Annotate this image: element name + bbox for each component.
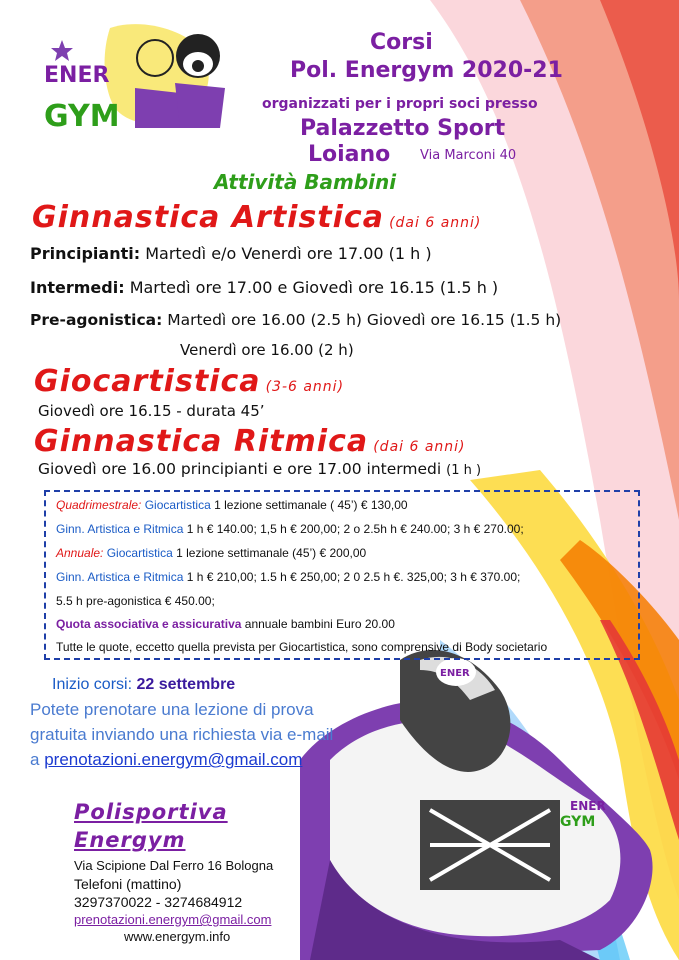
artistica-extra: Venerdì ore 16.00 (2 h) <box>180 341 354 359</box>
footer-tel-label: Telefoni (mattino) <box>74 876 182 892</box>
artistica-row-preagonistica <box>30 311 561 329</box>
quota-label: Quota associativa e assicurativa <box>56 617 242 631</box>
svg-text:ENER: ENER <box>440 668 470 679</box>
price-course: Ginn. Artistica e Ritmica <box>56 570 184 584</box>
artistica-age: (dai 6 anni) <box>389 215 482 231</box>
row-label: Pre-agonistica: <box>30 311 163 329</box>
svg-text:ENER: ENER <box>570 799 606 813</box>
row-text: Martedì ore 16.00 (2.5 h) Giovedì ore 16.15 (1.5 h) <box>167 311 562 329</box>
ritmica-text: Giovedì ore 16.00 principianti e ore 17.00 intermedi <box>38 460 442 478</box>
title-corsi: Corsi <box>370 30 433 55</box>
prova-line1: Potete prenotare una lezione di prova <box>30 700 314 719</box>
footer-tel: 3297370022 - 3274684912 <box>74 894 243 910</box>
section-attivita-bambini: Attività Bambini <box>214 170 397 194</box>
quota-text: annuale bambini Euro 20.00 <box>244 617 395 631</box>
heading-giocartistica <box>34 364 344 399</box>
price-text: 1 h € 140.00; 1,5 h € 200,00; 2 o 2.5h h € 240.00; 3 h € 270.00; <box>186 522 524 536</box>
ritmica-age: (dai 6 anni) <box>373 439 466 455</box>
prova-a: a <box>30 750 40 769</box>
ritmica-schedule <box>38 460 481 478</box>
row-label: Principianti: <box>30 244 141 263</box>
price-preagonistica: 5.5 h pre-agonistica € 450.00; <box>56 594 215 608</box>
email-link[interactable]: prenotazioni.energym@gmail.com <box>44 750 303 769</box>
footer-address: Via Scipione Dal Ferro 16 Bologna <box>74 858 274 873</box>
prova-line3 <box>30 750 302 770</box>
price-quadrimestrale <box>56 498 408 512</box>
price-text: 1 h € 210,00; 1.5 h € 250,00; 2 0 2.5 h €. 325,00; 3 h € 370.00; <box>186 570 521 584</box>
giocartistica-schedule: Giovedì ore 16.15 - durata 45’ <box>38 402 265 420</box>
energym-logo <box>40 18 235 141</box>
price-course: Giocartistica <box>106 546 173 560</box>
price-annuale <box>56 546 366 560</box>
price-course: Giocartistica <box>144 498 211 512</box>
price-text: 1 lezione settimanale ( 45’) € 130,00 <box>214 498 408 512</box>
ritmica-title: Ginnastica Ritmica <box>34 424 369 459</box>
prova-line2: gratuita inviando una richiesta via e-mail <box>30 725 334 744</box>
footer-email[interactable] <box>74 912 271 927</box>
price-course: Ginn. Artistica e Ritmica <box>56 522 184 536</box>
title-season: Pol. Energym 2020-21 <box>290 58 563 83</box>
energym-label: Energym <box>74 828 186 852</box>
price-note: Tutte le quote, eccetto quella prevista per Giocartistica, sono comprensive di Body societario <box>56 640 548 654</box>
inizio-date: 22 settembre <box>136 676 236 693</box>
venue-town: Loiano <box>308 142 391 167</box>
svg-text:ENER: ENER <box>44 63 110 88</box>
price-text: 1 lezione settimanale (45’) € 200,00 <box>176 546 367 560</box>
price-annuale-artistica <box>56 570 520 584</box>
footer-website[interactable]: www.energym.info <box>124 929 231 944</box>
venue-name: Palazzetto Sport <box>300 116 506 141</box>
giocartistica-age: (3-6 anni) <box>265 379 345 395</box>
artistica-row-intermedi <box>30 278 498 297</box>
row-text: Martedì e/o Venerdì ore 17.00 (1 h ) <box>145 244 432 263</box>
price-period: Annuale: <box>56 546 104 560</box>
row-text: Martedì ore 17.00 e Giovedì ore 16.15 (1.5 h ) <box>129 278 499 297</box>
price-period: Quadrimestrale: <box>56 498 142 512</box>
price-quota <box>56 617 395 631</box>
heading-ritmica <box>34 424 466 459</box>
row-label: Intermedi: <box>30 278 125 297</box>
organized-for-members: organizzati per i propri soci presso <box>262 96 538 112</box>
price-quadrimestrale-artistica <box>56 522 524 536</box>
inizio-corsi <box>52 676 235 694</box>
giocartistica-title: Giocartistica <box>34 364 261 399</box>
heading-artistica <box>32 200 481 235</box>
artistica-title: Ginnastica Artistica <box>32 200 384 235</box>
polisportiva-label: Polisportiva <box>74 800 228 824</box>
ritmica-duration: (1 h ) <box>446 463 482 478</box>
inizio-label: Inizio corsi: <box>52 676 133 693</box>
artistica-row-principianti <box>30 244 432 263</box>
footer-email-link[interactable]: prenotazioni.energym@gmail.com <box>74 912 272 927</box>
venue-address: Via Marconi 40 <box>420 148 517 163</box>
svg-text:GYM: GYM <box>560 814 596 830</box>
svg-text:GYM: GYM <box>44 99 120 134</box>
